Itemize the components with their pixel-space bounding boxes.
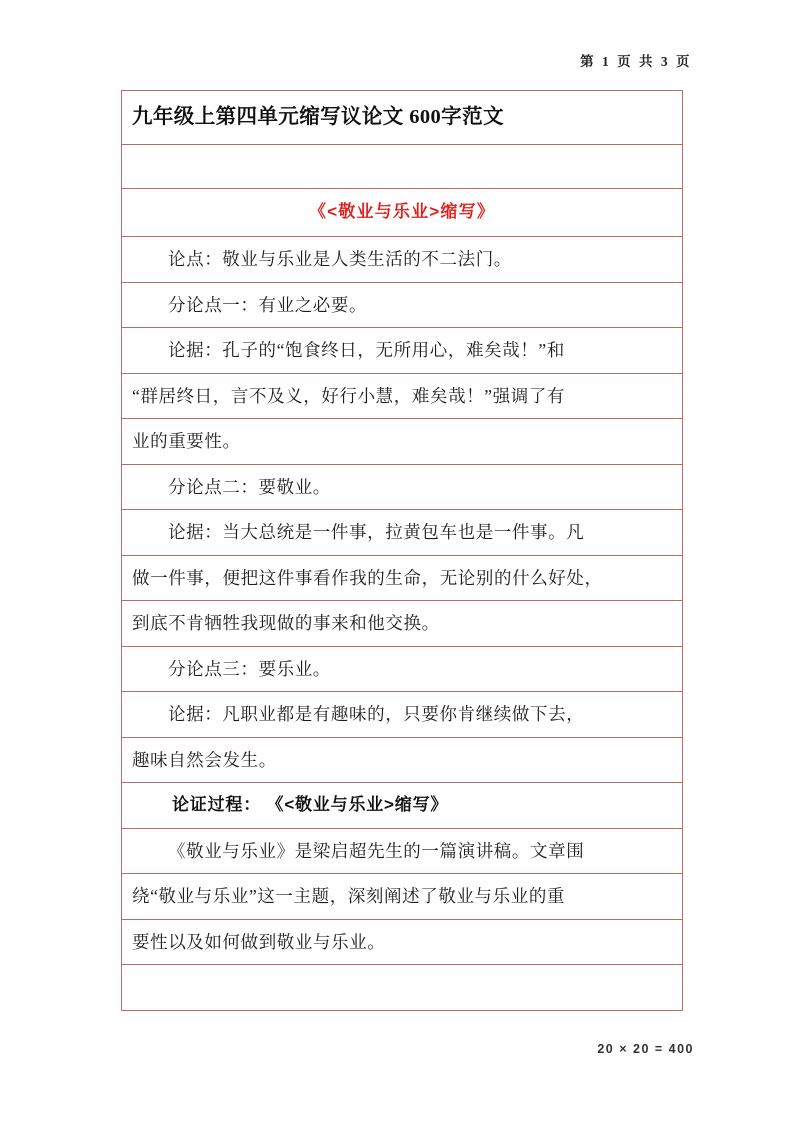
table-row (122, 646, 683, 692)
text-cell (122, 646, 683, 692)
table-row (122, 510, 683, 556)
table-row (122, 692, 683, 738)
text-cell (122, 464, 683, 510)
table-row (122, 555, 683, 601)
process-heading-cell (122, 783, 683, 829)
text-cell (122, 555, 683, 601)
table-row-spacer-bottom (122, 965, 683, 1011)
table-row (122, 737, 683, 783)
text-cell (122, 874, 683, 920)
table-body (122, 91, 683, 1011)
text-cell (122, 419, 683, 465)
grid-count-footer: 20 × 20 = 400 (597, 1042, 694, 1056)
evidence-one-line-2: “群居终日，言不及义，好行小慧，难矣哉！”强调了有 (132, 385, 566, 406)
article-red-heading: 《<敬业与乐业>缩写》 (308, 202, 496, 222)
summary-line-1: 《敬业与乐业》是梁启超先生的一篇演讲稿。文章围 (168, 840, 585, 861)
text-cell (122, 828, 683, 874)
table-row (122, 464, 683, 510)
summary-line-2: 绕“敬业与乐业”这一主题，深刻阐述了敬业与乐业的重 (132, 886, 566, 907)
sub-argument-three: 分论点三：要乐业。 (168, 658, 331, 679)
evidence-three-line-2: 趣味自然会发生。 (132, 749, 277, 770)
table-row-red-heading (122, 189, 683, 237)
spacer-cell-bottom (122, 965, 683, 1011)
red-heading-cell (122, 189, 683, 237)
text-cell (122, 373, 683, 419)
argumentation-process-heading: 论证过程： 《<敬业与乐业>缩写》 (172, 795, 449, 815)
evidence-two-line-1: 论据：当大总统是一件事，拉黄包车也是一件事。凡 (168, 522, 585, 543)
text-cell (122, 328, 683, 374)
evidence-one-line-3: 业的重要性。 (132, 431, 241, 452)
text-cell (122, 237, 683, 283)
table-row (122, 828, 683, 874)
evidence-one-line-1: 论据：孔子的“饱食终日，无所用心，难矣哉！”和 (168, 340, 565, 361)
page-number-header: 第 1 页 共 3 页 (580, 54, 692, 69)
text-cell (122, 601, 683, 647)
sub-argument-two: 分论点二：要敬业。 (168, 476, 331, 497)
text-cell (122, 282, 683, 328)
table-row (122, 237, 683, 283)
text-cell (122, 919, 683, 965)
evidence-three-line-1: 论据：凡职业都是有趣味的，只要你肯继续做下去， (168, 704, 585, 725)
evidence-two-line-3: 到底不肯牺牲我现做的事来和他交换。 (132, 613, 440, 634)
title-cell (122, 91, 683, 145)
table-row-process-heading (122, 783, 683, 829)
table-row (122, 328, 683, 374)
text-cell (122, 737, 683, 783)
spacer-cell-top (122, 145, 683, 189)
table-row (122, 601, 683, 647)
evidence-two-line-2: 做一件事，便把这件事看作我的生命，无论别的什么好处， (132, 567, 603, 588)
table-row-title (122, 91, 683, 145)
text-cell (122, 510, 683, 556)
table-row (122, 874, 683, 920)
table-row-spacer-top (122, 145, 683, 189)
argument-main-point: 论点：敬业与乐业是人类生活的不二法门。 (168, 249, 512, 270)
table-row (122, 282, 683, 328)
sub-argument-one: 分论点一：有业之必要。 (168, 294, 368, 315)
table-row (122, 919, 683, 965)
text-cell (122, 692, 683, 738)
document-grid-table (121, 90, 683, 1011)
summary-line-3: 要性以及如何做到敬业与乐业。 (132, 931, 386, 952)
page-title: 九年级上第四单元缩写议论文 600字范文 (132, 106, 504, 129)
table-row (122, 373, 683, 419)
table-row (122, 419, 683, 465)
